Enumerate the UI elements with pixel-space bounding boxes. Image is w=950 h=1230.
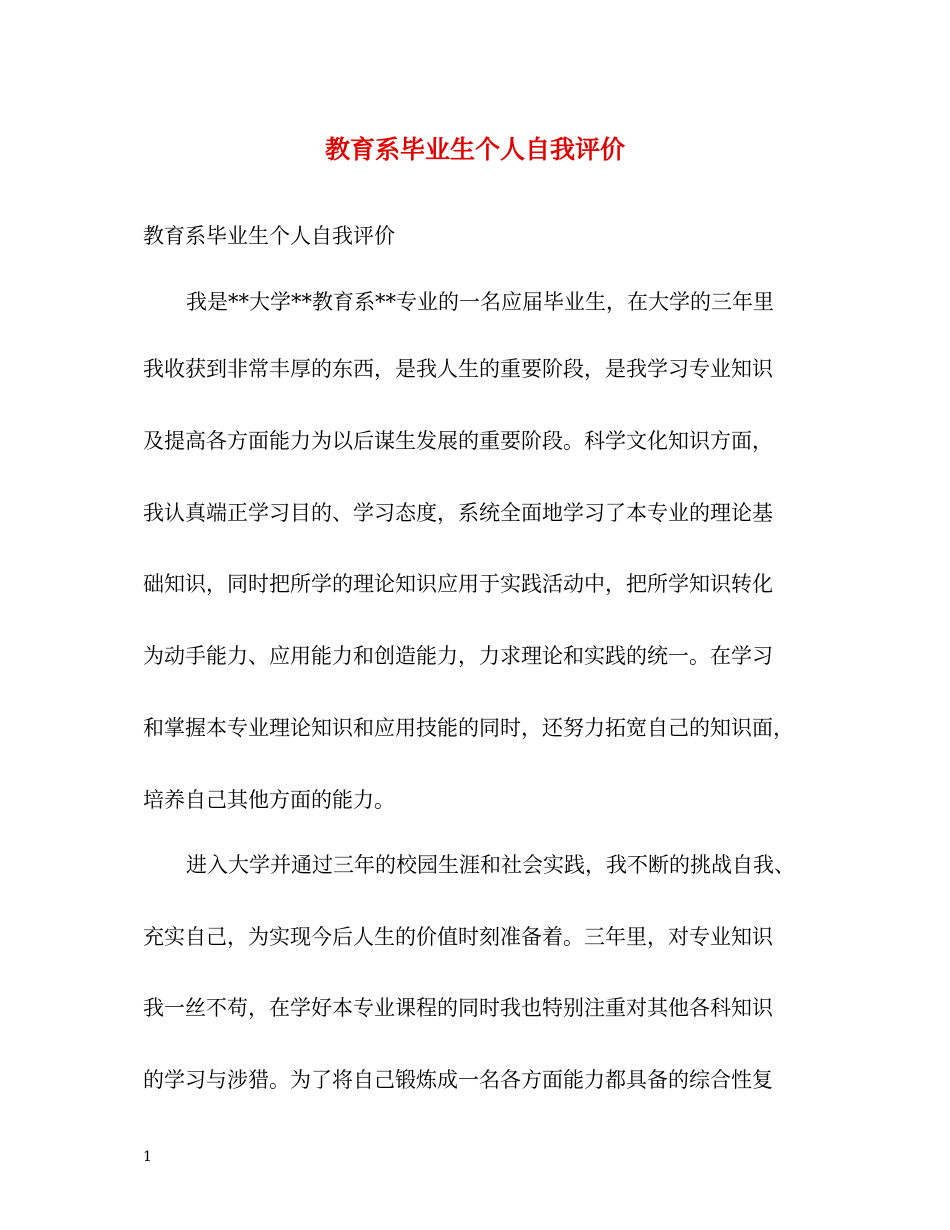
paragraph-1-line-7: 和掌握本专业理论知识和应用技能的同时，还努力拓宽自己的知识面， <box>143 716 794 740</box>
page-number: 1 <box>143 1149 152 1165</box>
paragraph-2-line-4: 的学习与涉猎。为了将自己锻炼成一名各方面能力都具备的综合性复 <box>143 1068 773 1092</box>
paragraph-1-line-6: 为动手能力、应用能力和创造能力，力求理论和实践的统一。在学习 <box>143 644 773 668</box>
paragraph-1-line-5: 础知识，同时把所学的理论知识应用于实践活动中，把所学知识转化 <box>143 572 773 596</box>
paragraph-2-line-3: 我一丝不苟，在学好本专业课程的同时我也特别注重对其他各科知识 <box>143 996 773 1020</box>
paragraph-1-line-2: 我收获到非常丰厚的东西，是我人生的重要阶段，是我学习专业知识 <box>143 357 773 381</box>
paragraph-2-line-2: 充实自己，为实现今后人生的价值时刻准备着。三年里，对专业知识 <box>143 925 773 949</box>
paragraph-1-line-8: 培养自己其他方面的能力。 <box>143 788 395 812</box>
paragraph-1-line-3: 及提高各方面能力为以后谋生发展的重要阶段。科学文化知识方面， <box>143 429 773 453</box>
paragraph-1-line-4: 我认真端正学习目的、学习态度，系统全面地学习了本专业的理论基 <box>143 501 773 525</box>
paragraph-1-line-1: 我是**大学**教育系**专业的一名应届毕业生，在大学的三年里 <box>186 290 774 314</box>
paragraph-2-line-1: 进入大学并通过三年的校园生涯和社会实践，我不断的挑战自我、 <box>186 853 795 877</box>
document-subtitle: 教育系毕业生个人自我评价 <box>143 224 395 248</box>
document-title: 教育系毕业生个人自我评价 <box>324 135 625 164</box>
